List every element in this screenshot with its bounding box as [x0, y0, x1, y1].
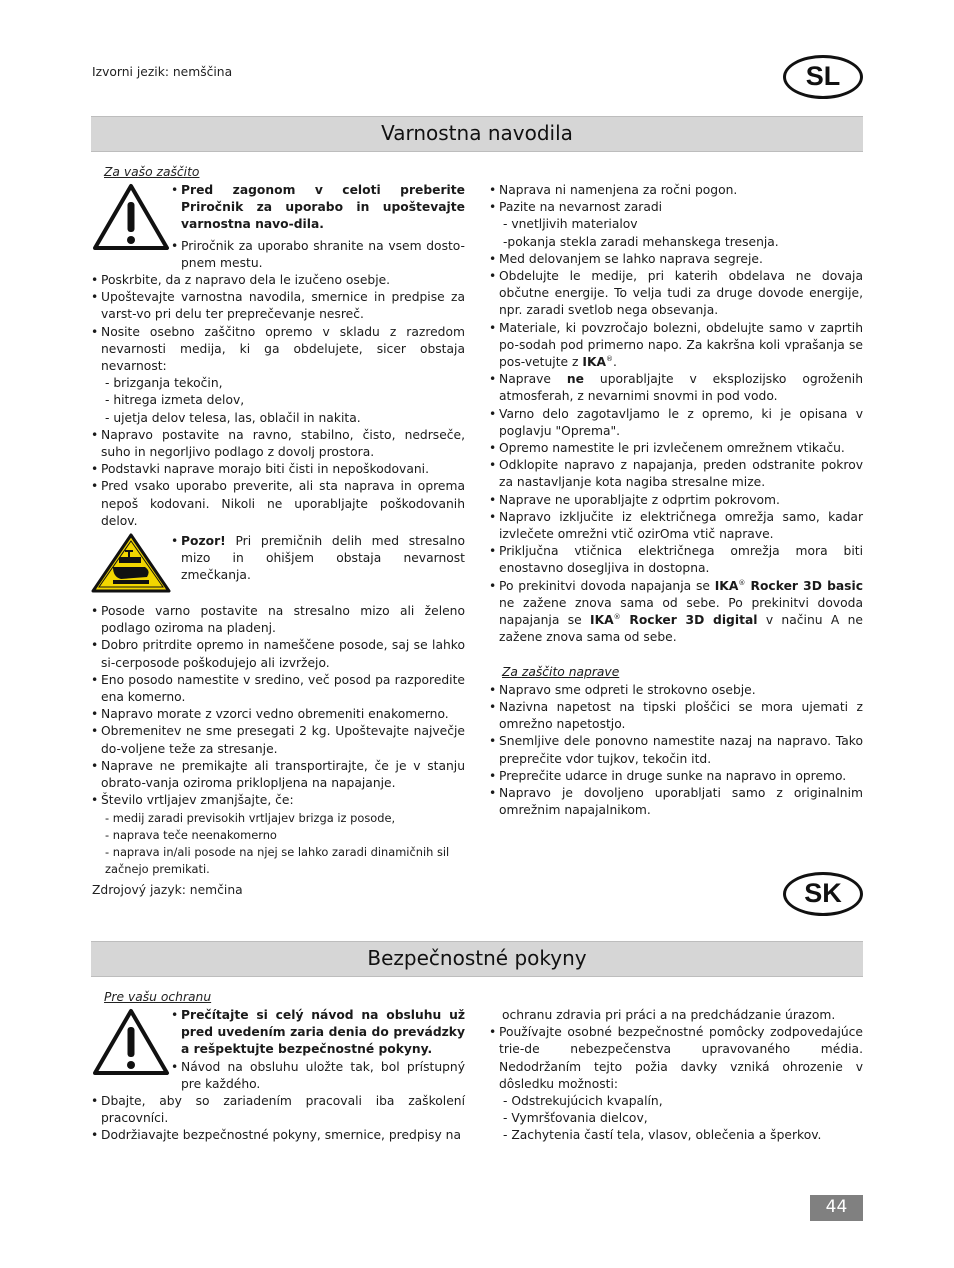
sl-right-list-4	[489, 682, 863, 820]
list-item: • Nazivna napetost na tipski ploščici se mora ujemati z omrežno napetostjo.	[489, 699, 863, 733]
dash-item: - Odstrekujúcich kvapalín,	[503, 1094, 663, 1109]
sk-right-list-1	[489, 1024, 863, 1093]
warning-triangle-icon	[91, 182, 171, 252]
hand-crush-warning-icon	[91, 533, 171, 593]
sl-left-list-3	[91, 603, 465, 809]
list-item: • Varno delo zagotavljamo le z opremo, ki je opisana v poglavju "Oprema".	[489, 406, 863, 440]
list-item: • Používajte osobné bezpečnostné pomôcky zodpovedajúce trie-de nebezpečenstva upravovaného média. Nedodržaním tejto požia davky vzniká ohrozenie v dôsledku možnosti:	[489, 1024, 863, 1093]
list-item: • Obdelujte le medije, pri katerih obdelava ne dovaja občutne energije. To velja tudi za druge dovode energije, npr. zaradi svetlob nega obsevanja.	[489, 268, 863, 320]
subheading-device-protection-sl: Za zaščito naprave	[502, 665, 620, 680]
list-item: • Naprave ne premikajte ali transportirajte, če je v stanju obrato-vanja oziroma priklopljena na napajanje.	[91, 758, 465, 792]
sk-right-dashes-1	[489, 1093, 863, 1145]
dash-item: - brizganja tekočin,	[105, 376, 223, 391]
list-item: • Nosite osebno zaščitno opremo v skladu z razredom nevarnosti medija, ki ga obdelujete, sicer obstaja nevarnost:	[91, 324, 465, 376]
warning-triangle-icon	[91, 1007, 171, 1077]
sl-left-list-1	[91, 272, 465, 375]
section-title-sk: Bezpečnostné pokyny	[91, 941, 863, 977]
source-language-sk: Zdrojový jazyk: nemčina	[92, 883, 243, 897]
sk-warning-b: • Návod na obsluhu uložte tak, bol prístupný pre každého.	[171, 1059, 465, 1093]
sk-left-list-1	[91, 1093, 465, 1145]
sl-right-list-2	[489, 251, 863, 320]
dash-item: - naprava teče neenakomerno	[105, 827, 277, 842]
dash-item: -pokanja stekla zaradi mehanskega tresenja.	[503, 234, 779, 249]
list-item: • Napravo postavite na ravno, stabilno, čisto, nedrseče, suho in negorljivo podlago z dovolj prostora.	[91, 427, 465, 461]
language-badge-sk: SK	[783, 872, 863, 916]
list-item: • Število vrtljajev zmanjšajte, če:	[91, 792, 465, 809]
list-item: • Napravo izključite iz električnega omrežja samo, kadar izvlečete omrežni vtič ozirOma vtič naprave.	[489, 509, 863, 543]
list-item: • Preprečite udarce in druge sunke na napravo in opremo.	[489, 768, 863, 785]
sl-right-column	[489, 182, 863, 819]
sk-right-continuation: ochranu zdravia pri práci a na predchádzanie úrazom.	[502, 1008, 836, 1022]
list-item: • Naprava ni namenjena za ročni pogon.	[489, 182, 863, 199]
page-number: 44	[810, 1195, 863, 1221]
list-item: • Posode varno postavite na stresalno mizo ali želeno podlago oziroma na pladenj.	[91, 603, 465, 637]
list-item: • Naprave ne uporabljajte z odprtim pokrovom.	[489, 492, 863, 509]
language-badge-sl: SL	[783, 55, 863, 99]
dash-item: - medij zaradi previsokih vrtljajev brizga iz posode,	[105, 810, 396, 825]
dash-item: - hitrega izmeta delov,	[105, 393, 245, 408]
sl-right-ne-item: • Naprave ne uporabljajte v eksplozijsko ogroženih atmosferah, z nevarnimi snovmi in pod vodo.	[489, 371, 863, 405]
warning-block-1	[91, 182, 465, 272]
sk-warning-bold: • Prečítajte si celý návod na obsluhu už pred uvedením zaria denia do prevádzky a rešpektujte bezpečnostné pokyny.	[171, 1007, 465, 1059]
subheading-user-protection-sl: Za vašo zaščito	[104, 165, 200, 179]
dash-item: - ujetja delov telesa, las, oblačil in nakita.	[105, 410, 361, 425]
dash-item: - naprava in/ali posode na njej se lahko zaradi dinamičnih sil začnejo premikati.	[105, 844, 450, 877]
list-item: • Priključna vtičnica električnega omrežja mora biti enostavno dosegljiva in dostopna.	[489, 543, 863, 577]
subheading-user-protection-sk: Pre vašu ochranu	[104, 990, 212, 1004]
warning-1-bold: • Pred zagonom v celoti preberite Priročnik za uporabo in upoštevajte varnostna navo-dila.	[171, 182, 465, 234]
list-item: • Eno posodo namestite v sredino, več posod pa razporedite ena komerno.	[91, 672, 465, 706]
list-item: • Obremenitev ne sme presegati 2 kg. Upoštevajte največje do-voljene teže za stresanje.	[91, 723, 465, 757]
sl-left-column	[91, 182, 465, 878]
source-language-sl: Izvorni jezik: nemščina	[92, 65, 233, 79]
section-title-sl: Varnostna navodila	[91, 116, 863, 152]
list-item: • Napravo sme odpreti le strokovno osebje.	[489, 682, 863, 699]
list-item: • Podstavki naprave morajo biti čisti in nepoškodovani.	[91, 461, 465, 478]
list-item: • Upoštevajte varnostna navodila, smernice in predpise za varst-vo pri delu ter preprečevanje nesreč.	[91, 289, 465, 323]
warning-1-b: • Priročnik za uporabo shranite na vsem dosto-pnem mestu.	[171, 238, 465, 272]
dash-item: - Zachytenia častí tela, vlasov, oblečenia a šperkov.	[503, 1128, 822, 1143]
list-item: • Dobro pritrdite opremo in nameščene posode, saj se lahko si-cerposode poškodujejo ali izvržejo.	[91, 637, 465, 671]
warning-2-text: • Pozor! Pri premičnih delih med stresalno mizo in ohišjem obstaja nevarnost zmečkanja.	[171, 533, 465, 585]
sl-left-dashes-2	[91, 810, 465, 879]
list-item: • Pazite na nevarnost zaradi	[489, 199, 863, 216]
list-item: • Med delovanjem se lahko naprava segreje.	[489, 251, 863, 268]
dash-item: - Vymršťovania dielcov,	[503, 1111, 648, 1126]
sl-left-list-2	[91, 427, 465, 530]
warning-block-2	[91, 533, 465, 593]
sk-left-column	[91, 1007, 465, 1145]
list-item: • Dbajte, aby so zariadením pracovali iba zaškolení pracovníci.	[91, 1093, 465, 1127]
list-item: • Napravo je dovoljeno uporabljati samo z originalnim omrežnim napajalnikom.	[489, 785, 863, 819]
sl-right-power-item: • Po prekinitvi dovoda napajanja se IKA® Rocker 3D basic ne zažene znova sama od sebe. Po prekinitvi dovoda napajanja se IKA® Rocker 3D digital v načinu A ne zažene znova sama od sebe.	[489, 578, 863, 647]
list-item: • Dodržiavajte bezpečnostné pokyny, smernice, predpisy na	[91, 1127, 465, 1144]
list-item: • Snemljive dele ponovno namestite nazaj na napravo. Tako preprečite vdor tujkov, tekočin itd.	[489, 733, 863, 767]
sk-right-column	[489, 1007, 863, 1145]
list-item: • Odklopite napravo z napajanja, preden odstranite pokrov za nastavljanje kota nagiba stresalne mize.	[489, 457, 863, 491]
sl-right-list-3	[489, 406, 863, 578]
dash-item: - vnetljivih materialov	[503, 217, 638, 232]
list-item: • Napravo morate z vzorci vedno obremeniti enakomerno.	[91, 706, 465, 723]
sk-warning-block	[91, 1007, 465, 1093]
list-item: • Pred vsako uporabo preverite, ali sta naprava in oprema nepoš kodovani. Nikoli ne uporabljajte poškodovanih delov.	[91, 478, 465, 530]
sl-right-ika-item: • Materiale, ki povzročajo bolezni, obdelujte samo v zaprtih po-sodah pod primerno napo. Za kakršna koli vprašanja se pos-vetujte z IKA®.	[489, 320, 863, 372]
sl-left-dashes-1	[91, 375, 465, 427]
list-item: • Poskrbite, da z napravo dela le izučeno osebje.	[91, 272, 465, 289]
sl-right-dashes-1	[489, 216, 863, 250]
list-item: • Opremo namestite le pri izvlečenem omrežnem vtikaču.	[489, 440, 863, 457]
sl-right-list-1	[489, 182, 863, 216]
